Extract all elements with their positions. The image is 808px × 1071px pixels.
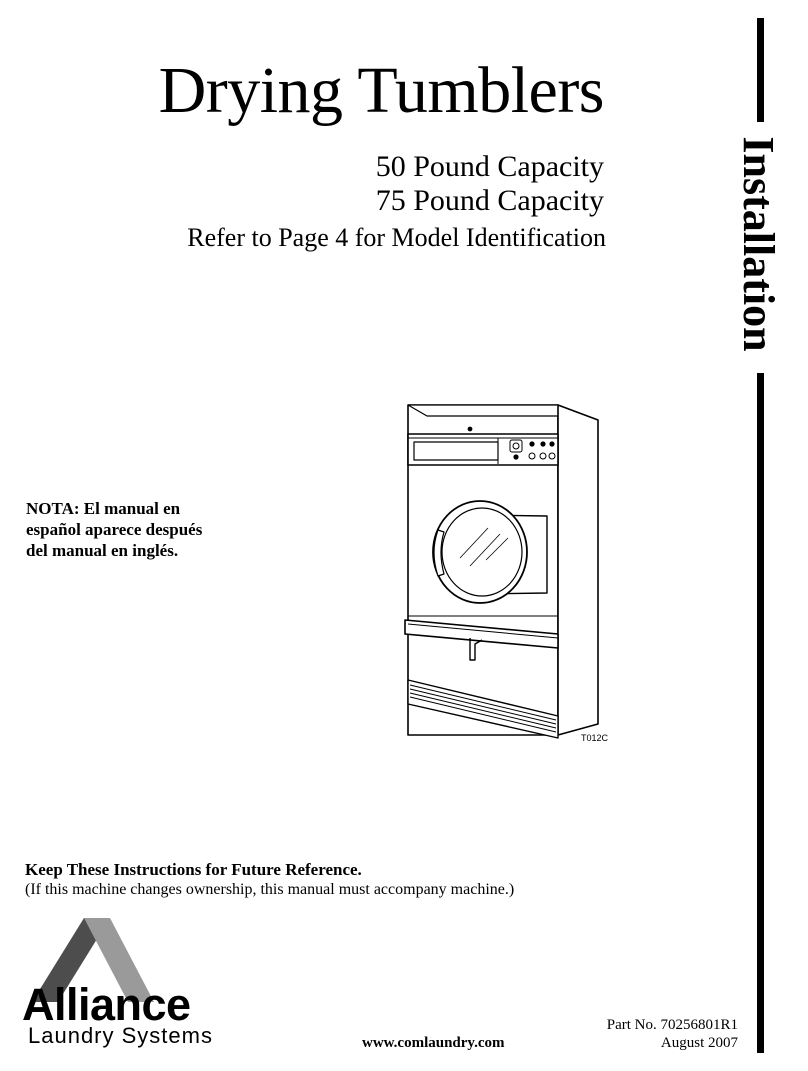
figure-code: T012C	[581, 733, 609, 743]
model-reference: Refer to Page 4 for Model Identification	[187, 223, 606, 252]
keep-instructions-heading: Keep These Instructions for Future Reference.	[25, 860, 362, 879]
spanish-note-line-2: español aparece después	[26, 520, 203, 539]
spanish-note-line-3: del manual en inglés.	[26, 541, 179, 560]
spanish-note	[26, 498, 202, 561]
ownership-note: (If this machine changes ownership, this manual must accompany machine.)	[25, 881, 515, 898]
spanish-note-line-1: NOTA: El manual en	[26, 499, 181, 518]
logo-brand: Alliance	[22, 979, 191, 1030]
logo-tagline: Laundry Systems	[28, 1023, 213, 1048]
website-link[interactable]: www.comlaundry.com	[362, 1035, 505, 1051]
part-number: Part No. 70256801R1	[606, 1017, 738, 1033]
dryer-illustration-icon	[400, 398, 600, 743]
capacity-75: 75 Pound Capacity	[375, 184, 604, 217]
side-rule-bottom	[757, 373, 764, 1053]
side-rule-top	[757, 18, 764, 122]
side-section-text: Installation	[734, 136, 783, 352]
side-section-label	[728, 124, 788, 364]
publication-date: August 2007	[660, 1035, 738, 1051]
capacity-50: 50 Pound Capacity	[375, 150, 604, 183]
document-title: Drying Tumblers	[158, 54, 604, 127]
